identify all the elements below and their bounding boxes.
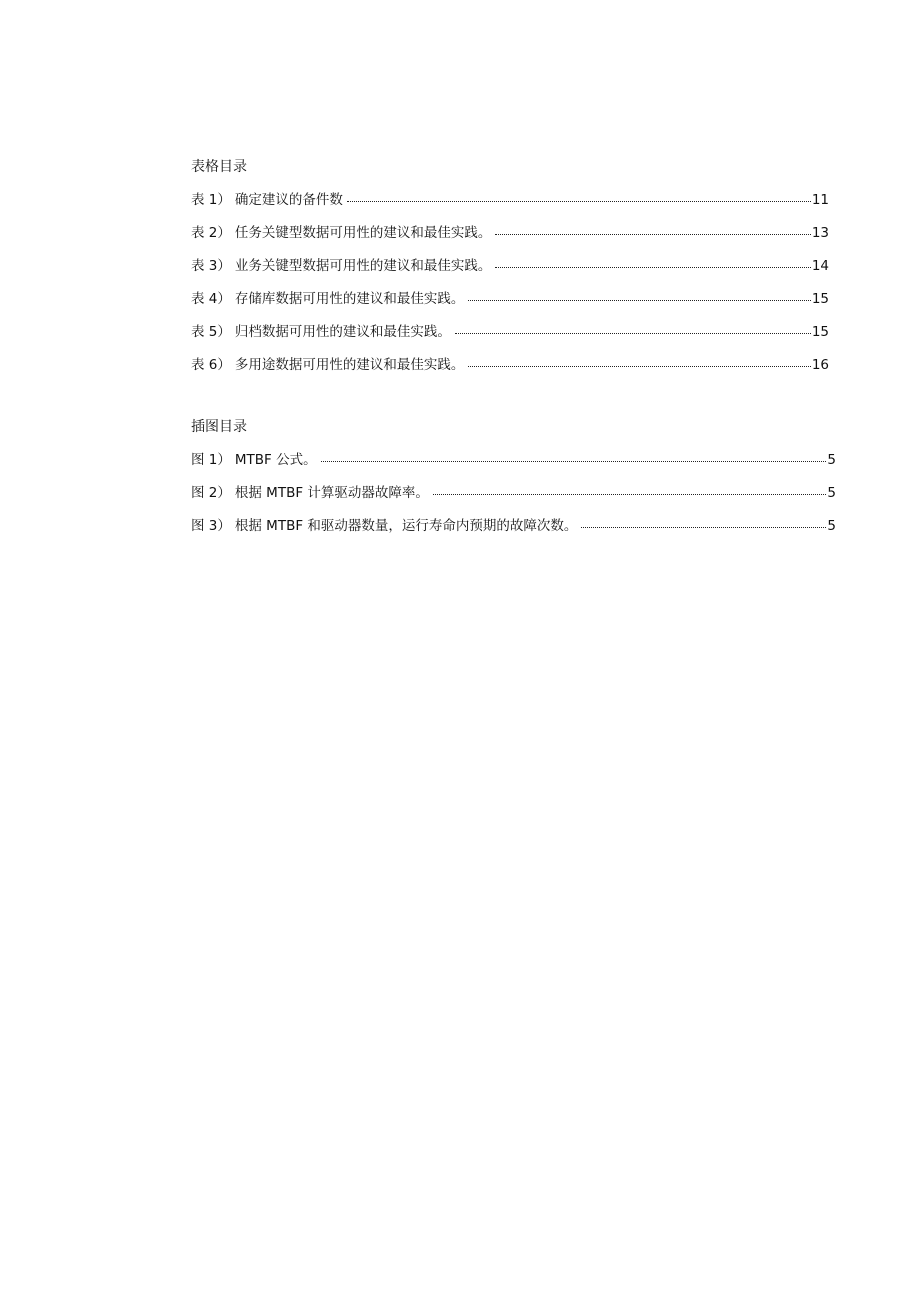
toc-entry-table-2[interactable] (191, 224, 829, 242)
entry-page-number: 16 (811, 357, 829, 373)
toc-entry-figure-2[interactable] (191, 484, 836, 502)
entry-number: 图 1） (191, 452, 231, 468)
dot-leader (468, 354, 810, 367)
toc-entry-figure-3[interactable] (191, 517, 836, 535)
toc-entry-table-6[interactable] (191, 356, 829, 374)
table-of-tables (191, 158, 829, 374)
figures-toc-title: 插图目录 (191, 419, 247, 435)
tables-toc-title: 表格目录 (191, 159, 247, 175)
entry-page-number: 14 (811, 258, 829, 274)
entry-number: 表 4） (191, 291, 231, 307)
toc-entry-table-1[interactable] (191, 191, 829, 209)
toc-entry-table-3[interactable] (191, 257, 829, 275)
entry-title: 任务关键型数据可用性的建议和最佳实践。 (234, 225, 492, 241)
table-of-figures (191, 418, 836, 535)
dot-leader (433, 482, 827, 495)
entry-page-number: 13 (811, 225, 829, 241)
toc-entry-figure-1[interactable] (191, 451, 836, 469)
entry-title: 确定建议的备件数 (234, 192, 343, 208)
entry-number: 表 5） (191, 324, 231, 340)
dot-leader (455, 321, 811, 334)
dot-leader (468, 288, 810, 301)
dot-leader (321, 449, 827, 462)
entry-page-number: 5 (827, 518, 836, 534)
entry-number: 图 2） (191, 485, 231, 501)
toc-entry-table-5[interactable] (191, 323, 829, 341)
entry-number: 表 1） (191, 192, 231, 208)
entry-title: 多用途数据可用性的建议和最佳实践。 (234, 357, 465, 373)
entry-page-number: 5 (827, 485, 836, 501)
entry-number: 表 2） (191, 225, 231, 241)
entry-page-number: 15 (811, 324, 829, 340)
entry-title: 根据 MTBF 计算驱动器故障率。 (234, 485, 429, 501)
entry-number: 图 3） (191, 518, 231, 534)
toc-entry-table-4[interactable] (191, 290, 829, 308)
entry-title: 归档数据可用性的建议和最佳实践。 (234, 324, 451, 340)
dot-leader (495, 222, 810, 235)
dot-leader (495, 255, 810, 268)
entry-number: 表 6） (191, 357, 231, 373)
entry-title: 业务关键型数据可用性的建议和最佳实践。 (234, 258, 492, 274)
entry-page-number: 5 (827, 452, 836, 468)
entry-page-number: 11 (811, 192, 829, 208)
dot-leader (581, 515, 826, 528)
entry-number: 表 3） (191, 258, 231, 274)
dot-leader (347, 189, 811, 202)
entry-title: MTBF 公式。 (234, 452, 317, 468)
entry-page-number: 15 (811, 291, 829, 307)
entry-title: 根据 MTBF 和驱动器数量，运行寿命内预期的故障次数。 (234, 518, 578, 534)
entry-title: 存储库数据可用性的建议和最佳实践。 (234, 291, 465, 307)
